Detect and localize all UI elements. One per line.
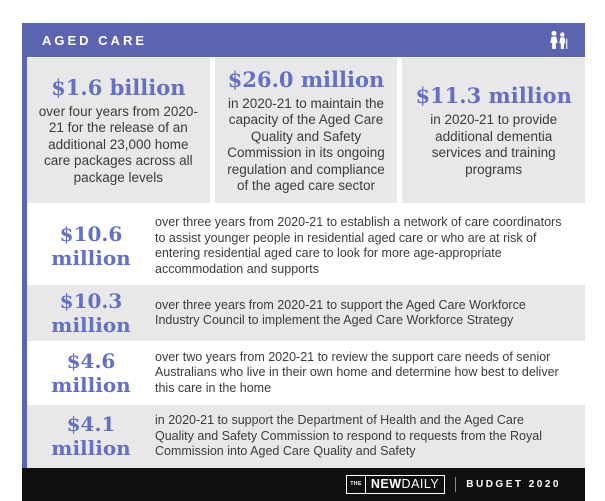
header-bar	[27, 23, 585, 57]
line-item-row	[27, 285, 585, 341]
row-description: over three years from 2020-21 to support the Aged Care Workforce Industry Council to implement the Aged Care Workforce Strategy	[155, 297, 526, 327]
summary-cards-section	[27, 58, 585, 203]
content-frame	[22, 23, 585, 501]
card-amount: $11.3 million	[415, 83, 572, 108]
row-description: over three years from 2020-21 to establish a network of care coordinators to assist younger people in residential aged care or who are at risk of entering residential aged care to look for more age-appropriate accommodation and supports	[155, 215, 562, 276]
card-amount: $26.0 million	[227, 66, 385, 92]
card-description: in 2020-21 to maintain the capacity of the Aged Care Quality and Safety Commission in its ongoing regulation and compliance of the aged care sector	[227, 95, 385, 193]
logo-new-part: NEW	[370, 477, 402, 491]
row-amount: $4.1 million	[51, 412, 131, 461]
page-title: AGED CARE	[42, 32, 148, 48]
line-item-row	[27, 341, 585, 405]
logo-main-label	[366, 476, 444, 493]
card-description: in 2020-21 to provide additional dementia services and training programs	[430, 112, 558, 177]
summary-card	[27, 58, 210, 203]
row-amount: $10.6 million	[51, 222, 131, 270]
elderly-couple-icon	[547, 30, 569, 50]
card-amount: $1.6 billion	[51, 74, 186, 100]
line-item-row	[27, 207, 585, 285]
footer-separator	[455, 477, 456, 492]
accent-bordered-area	[22, 23, 585, 468]
budget-2020-label: BUDGET 2020	[466, 478, 561, 490]
footer-bar	[22, 468, 585, 501]
card-description: over four years from 2020-21 for the release of an additional 23,000 home care packages across all package levels	[38, 103, 198, 185]
logo-the-label: THE	[347, 476, 366, 493]
row-amount: $10.3 million	[51, 289, 131, 337]
the-new-daily-logo	[346, 475, 445, 494]
summary-card	[215, 58, 398, 203]
row-amount: $4.6 million	[51, 349, 131, 397]
line-item-row	[27, 405, 585, 468]
row-description: in 2020-21 to support the Department of Health and the Aged Care Quality and Safety Commission to respond to requests from the Royal Commission into Aged Care Quality and Safety	[155, 413, 542, 458]
logo-daily-part: DAILY	[401, 477, 440, 491]
summary-card	[402, 58, 585, 203]
row-description: over two years from 2020-21 to review the support care needs of senior Australians who live in their own home and determine how best to deliver this care in the home	[155, 349, 559, 395]
